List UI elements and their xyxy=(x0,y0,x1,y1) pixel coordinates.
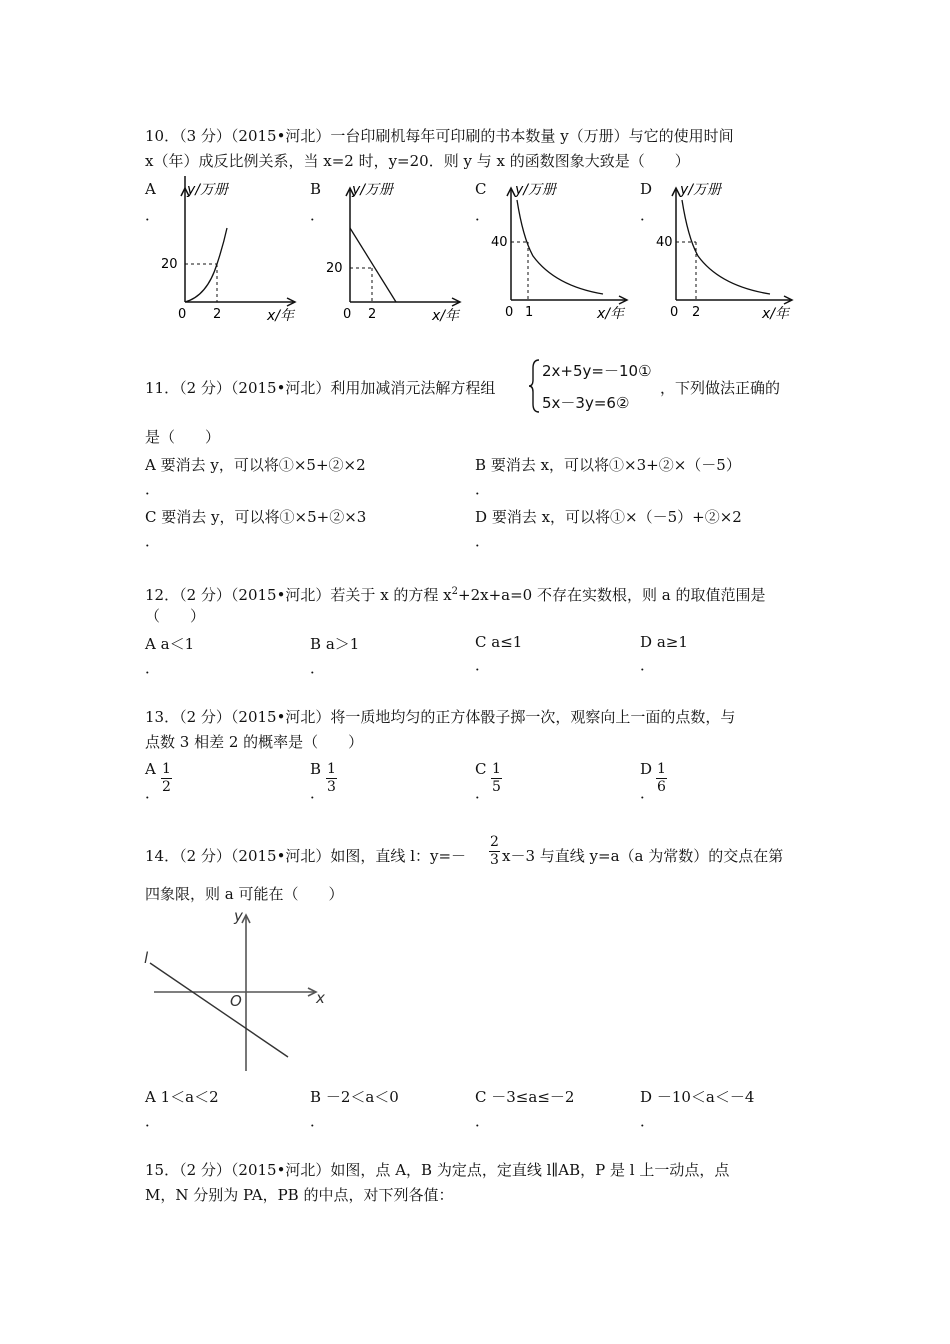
option-letter: A xyxy=(145,760,156,778)
q12-option-b[interactable] xyxy=(310,633,359,678)
origin: 0 xyxy=(343,307,352,322)
q10-graph-b xyxy=(320,176,470,324)
q11-option-d[interactable] xyxy=(475,506,742,551)
option-dot: ． xyxy=(475,532,491,550)
q13-option-b[interactable] xyxy=(310,760,350,804)
x-axis-label: x/年 xyxy=(762,306,790,322)
denominator: 6 xyxy=(657,779,666,795)
y-tick: 20 xyxy=(161,257,178,272)
q10-line2: x（年）成反比例关系，当 x=2 时，y=20．则 y 与 x 的函数图象大致是（ ） xyxy=(145,152,690,170)
line-graph xyxy=(350,228,396,302)
x-axis-label: x xyxy=(316,989,325,1007)
option-text: 要消去 y，可以将①×5+②×3 xyxy=(161,508,367,526)
option-letter: D xyxy=(640,1088,653,1106)
option-letter: D xyxy=(475,508,488,526)
y-axis-label: y/万册 xyxy=(515,182,557,198)
numerator: 1 xyxy=(327,761,336,777)
option-dot: ． xyxy=(475,656,491,674)
denominator: 3 xyxy=(327,779,336,795)
q14-option-b[interactable] xyxy=(310,1086,399,1131)
option-text: a＞1 xyxy=(325,635,360,653)
line-label: l xyxy=(144,949,149,967)
q11-prefix: 11．（2 分）（2015•河北）利用加减消元法解方程组 xyxy=(145,379,496,397)
denominator: 5 xyxy=(492,779,501,795)
q13-option-a[interactable] xyxy=(145,760,185,804)
option-dot: ． xyxy=(145,480,161,498)
option-dot: ． xyxy=(310,659,326,677)
q14-option-c[interactable] xyxy=(475,1086,574,1131)
option-text: a＜1 xyxy=(160,635,195,653)
option-dot: ． xyxy=(145,659,161,677)
q14-line2: 四象限，则 a 可能在（ ） xyxy=(145,885,344,903)
option-letter: C xyxy=(475,180,487,198)
option-dot: ． xyxy=(475,784,491,802)
option-letter: B xyxy=(310,180,322,198)
x-tick: 2 xyxy=(692,305,701,320)
q12-line2: （ ） xyxy=(145,607,206,625)
q13-option-c[interactable] xyxy=(475,760,515,804)
x-tick: 2 xyxy=(213,307,222,322)
denominator: 3 xyxy=(490,852,499,868)
y-tick: 40 xyxy=(656,235,673,250)
q14-suffix: x－3 与直线 y=a（a 为常数）的交点在第 xyxy=(502,847,784,865)
option-dot: ． xyxy=(145,206,161,224)
q11-eq1: 2x+5y=－10① xyxy=(542,362,652,380)
numerator: 1 xyxy=(162,761,171,777)
option-letter: A xyxy=(145,635,156,653)
q12-option-c[interactable] xyxy=(475,633,522,675)
q11-option-b[interactable] xyxy=(475,454,741,499)
option-dot: ． xyxy=(640,656,656,674)
q12-superscript: 2 xyxy=(451,586,459,597)
q12-line1-b: +2x+a=0 不存在实数根，则 a 的取值范围是 xyxy=(458,586,766,604)
x-tick: 2 xyxy=(368,307,377,322)
option-text: －10＜a＜－4 xyxy=(656,1088,755,1106)
option-letter: C xyxy=(475,760,487,778)
q12-option-d[interactable] xyxy=(640,633,688,675)
y-axis-label: y/万册 xyxy=(352,182,394,198)
option-dot: ． xyxy=(310,206,326,224)
y-axis-label: y/万册 xyxy=(680,182,722,198)
q10-graph-c xyxy=(485,176,635,324)
q11-option-c[interactable] xyxy=(145,506,366,551)
option-text: a≥1 xyxy=(656,633,688,651)
q10-line1: 10．（3 分）（2015•河北）一台印刷机每年可印刷的书本数量 y（万册）与它的使用时间 xyxy=(145,127,734,145)
line-l xyxy=(150,963,288,1057)
q13-line2: 点数 3 相差 2 的概率是（ ） xyxy=(145,733,364,751)
numerator: 1 xyxy=(657,761,666,777)
option-text: 要消去 x，可以将①×（－5）+②×2 xyxy=(491,508,742,526)
y-axis-label: y/万册 xyxy=(187,182,229,198)
numerator: 2 xyxy=(490,834,499,850)
option-letter: D xyxy=(640,180,653,198)
option-letter: B xyxy=(310,760,322,778)
q11-option-a[interactable] xyxy=(145,454,366,499)
q14-fraction xyxy=(489,835,500,868)
q10-graph-a xyxy=(155,176,305,324)
q12-line1-a: 12．（2 分）（2015•河北）若关于 x 的方程 x xyxy=(145,586,452,604)
option-dot: ． xyxy=(310,784,326,802)
y-axis-label: y xyxy=(234,907,243,925)
q15-line2: M，N 分别为 PA，PB 的中点，对下列各值： xyxy=(145,1186,454,1204)
origin: 0 xyxy=(670,305,679,320)
option-letter: A xyxy=(145,1088,156,1106)
x-tick: 1 xyxy=(525,305,534,320)
q11-line2: 是（ ） xyxy=(145,428,221,446)
left-brace-icon xyxy=(528,358,542,414)
option-letter: C xyxy=(145,508,157,526)
curve xyxy=(682,200,770,294)
q13-line1: 13．（2 分）（2015•河北）将一质地均匀的正方体骰子掷一次，观察向上一面的点数，与 xyxy=(145,708,736,726)
option-letter: B xyxy=(310,1088,322,1106)
option-letter: D xyxy=(640,760,653,778)
option-letter: D xyxy=(640,633,653,651)
option-text: 1＜a＜2 xyxy=(160,1088,219,1106)
option-letter: A xyxy=(145,180,156,198)
x-axis-label: x/年 xyxy=(597,306,625,322)
y-tick: 40 xyxy=(491,235,508,250)
fraction xyxy=(656,762,667,795)
q10-graph-d xyxy=(650,176,800,324)
option-text: －2＜a＜0 xyxy=(325,1088,399,1106)
origin: 0 xyxy=(178,307,187,322)
option-dot: ． xyxy=(475,480,491,498)
option-dot: ． xyxy=(640,784,656,802)
q14-prefix: 14．（2 分）（2015•河北）如图，直线 l：y=－ xyxy=(145,847,467,865)
fraction xyxy=(491,762,502,795)
option-text: a≤1 xyxy=(491,633,523,651)
option-dot: ． xyxy=(145,1112,161,1130)
option-letter: C xyxy=(475,1088,487,1106)
q15-line1: 15．（2 分）（2015•河北）如图，点 A，B 为定点，定直线 l∥AB，P 是 l 上一动点，点 xyxy=(145,1161,730,1179)
option-text: 要消去 x，可以将①×3+②×（－5） xyxy=(490,456,741,474)
origin: 0 xyxy=(505,305,514,320)
option-dot: ． xyxy=(475,1112,491,1130)
option-dot: ． xyxy=(640,206,656,224)
option-letter: C xyxy=(475,633,487,651)
origin-label: O xyxy=(230,992,242,1010)
option-dot: ． xyxy=(145,532,161,550)
q11-suffix: ，下列做法正确的 xyxy=(660,379,781,397)
q14-option-a[interactable] xyxy=(145,1086,219,1131)
option-dot: ． xyxy=(475,206,491,224)
q14-option-d[interactable] xyxy=(640,1086,754,1131)
numerator: 1 xyxy=(492,761,501,777)
option-dot: ． xyxy=(145,784,161,802)
y-tick: 20 xyxy=(326,261,343,276)
curve xyxy=(185,228,227,302)
option-letter: B xyxy=(475,456,487,474)
x-axis-label: x/年 xyxy=(267,308,295,324)
q11-eq2: 5x－3y=6② xyxy=(542,394,630,412)
option-dot: ． xyxy=(640,1112,656,1130)
fraction xyxy=(326,762,337,795)
q12-line1 xyxy=(145,582,765,605)
option-dot: ． xyxy=(310,1112,326,1130)
curve xyxy=(517,200,603,294)
option-letter: B xyxy=(310,635,322,653)
option-text: 要消去 y，可以将①×5+②×2 xyxy=(160,456,366,474)
denominator: 2 xyxy=(162,779,171,795)
q13-option-d[interactable] xyxy=(640,760,680,804)
q14-figure xyxy=(140,905,340,1077)
q12-option-a[interactable] xyxy=(145,633,194,678)
option-letter: A xyxy=(145,456,156,474)
option-text: －3≤a≤－2 xyxy=(491,1088,575,1106)
x-axis-label: x/年 xyxy=(432,308,460,324)
fraction xyxy=(161,762,172,795)
